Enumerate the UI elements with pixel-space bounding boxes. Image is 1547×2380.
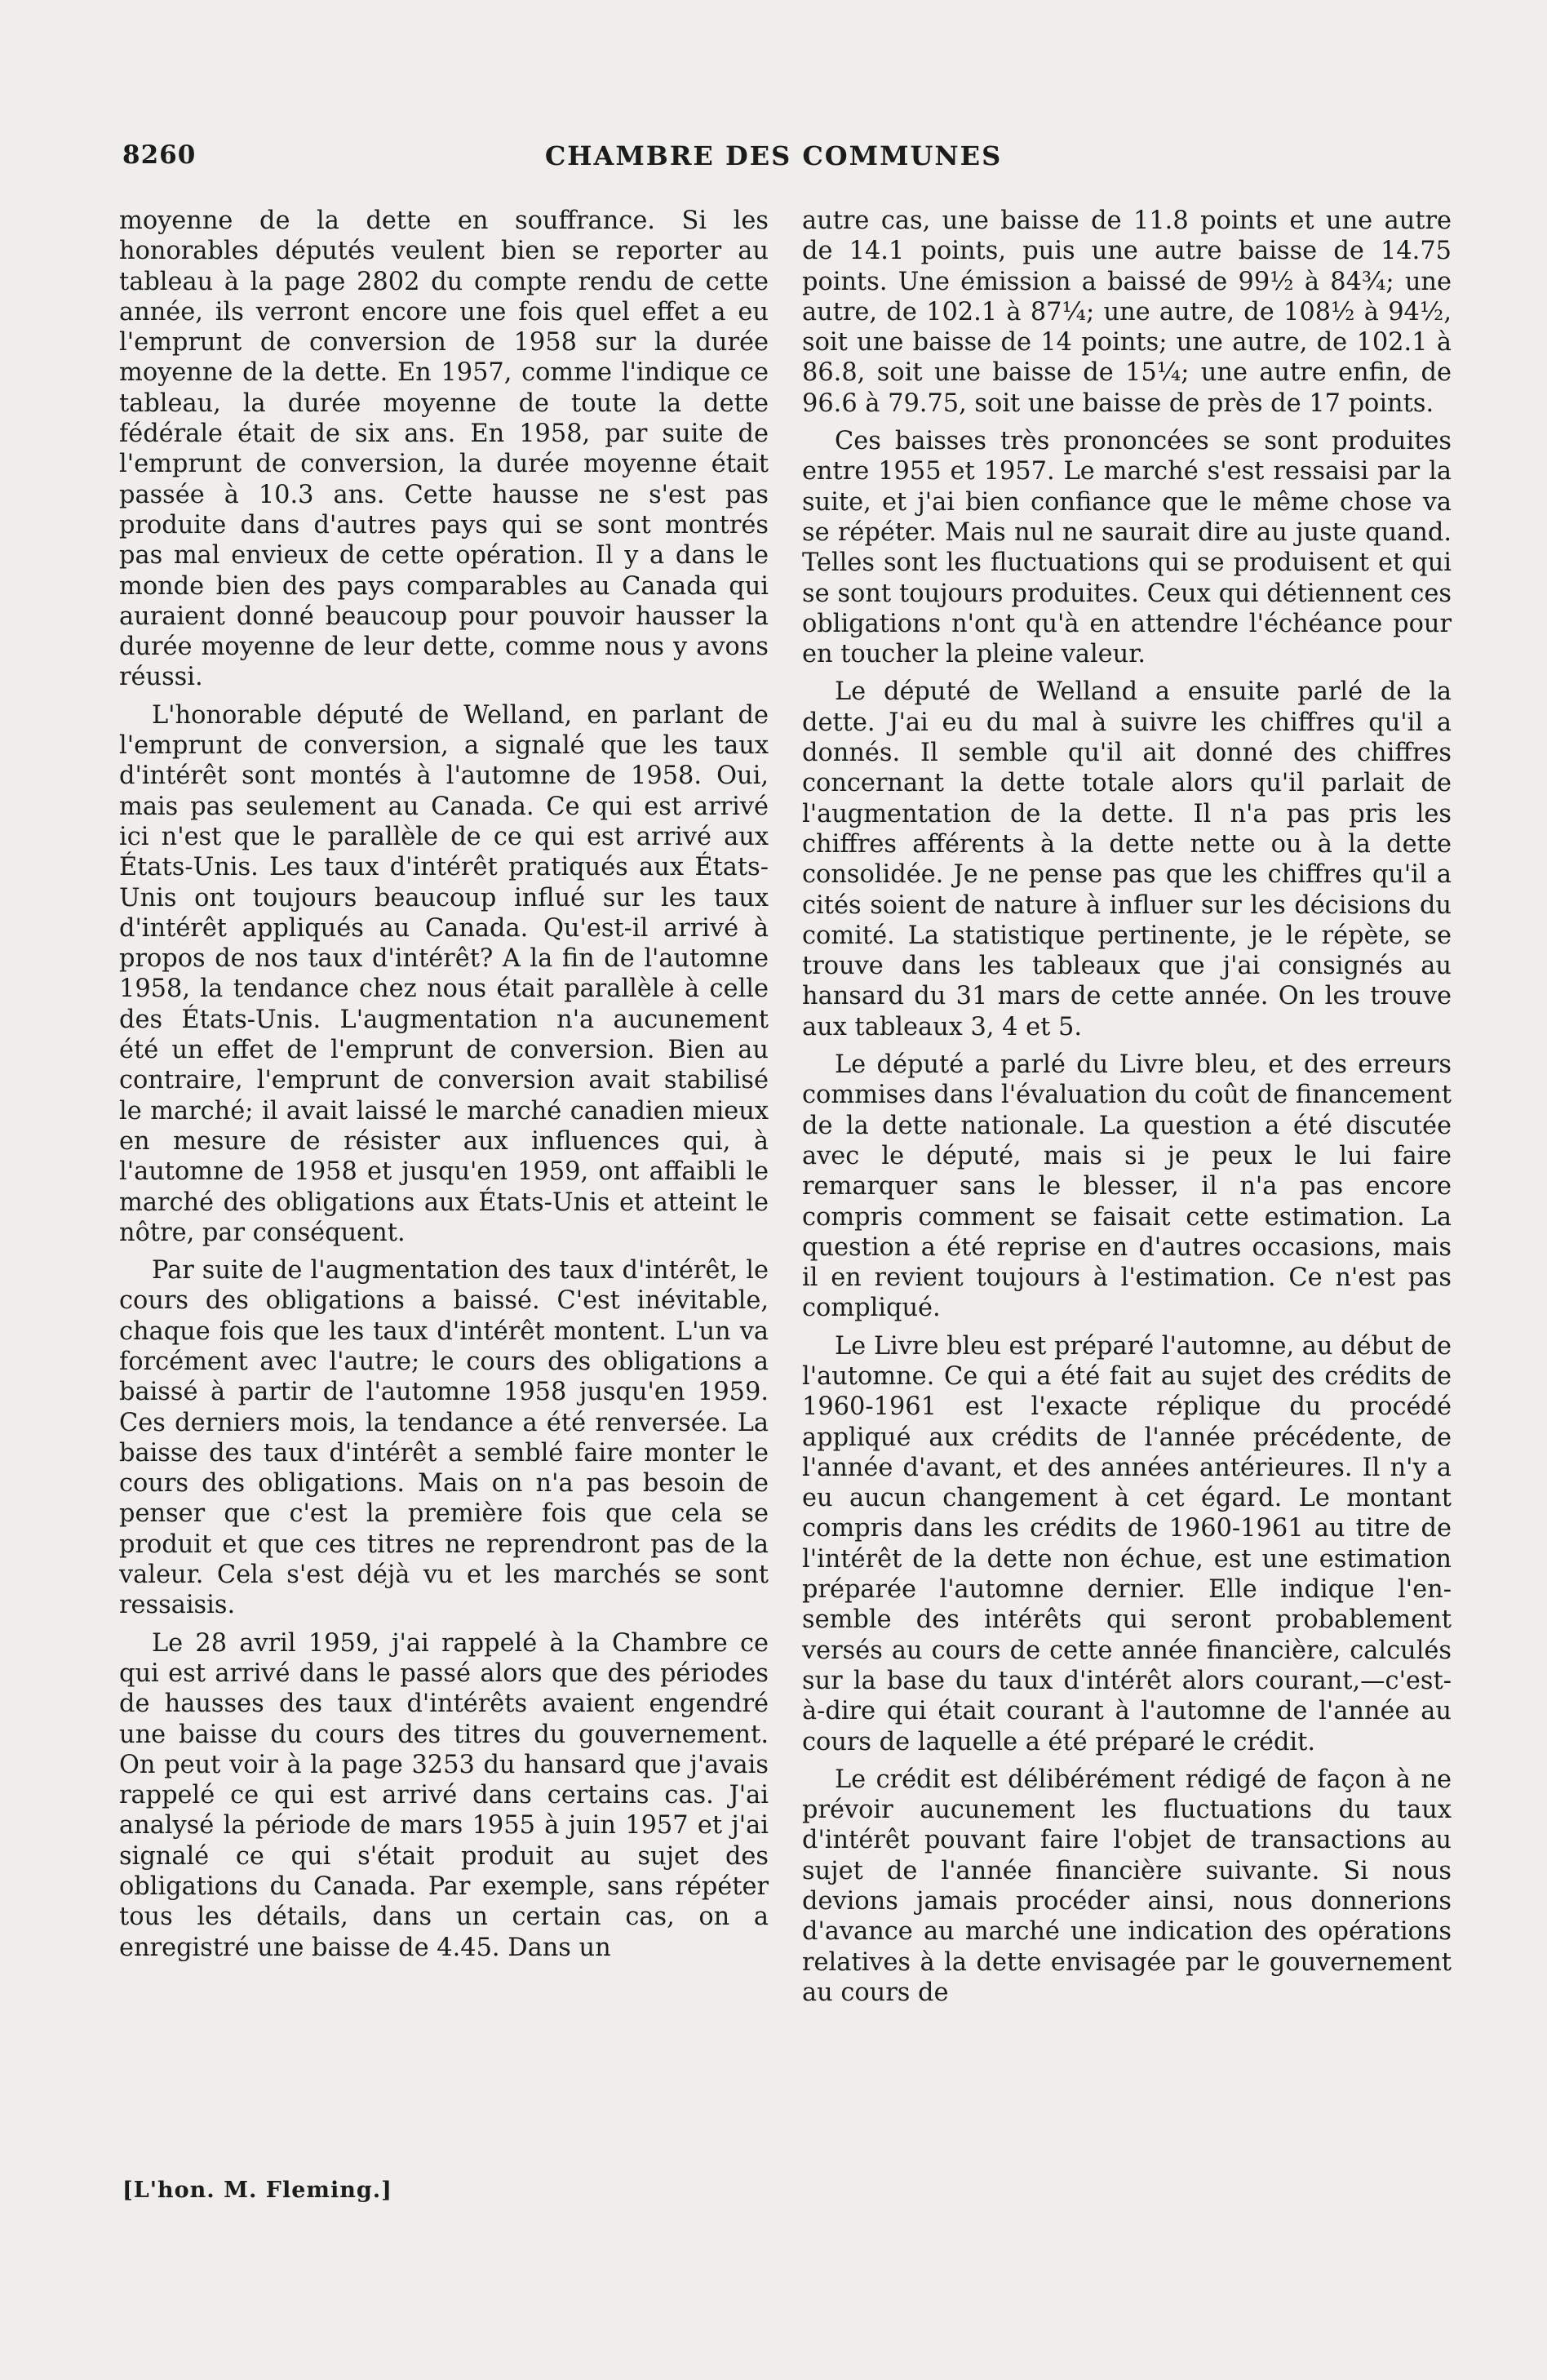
running-title: CHAMBRE DES COMMUNES <box>544 140 1003 171</box>
paragraph: Ces baisses très prononcées se sont produites entre 1955 et 1957. Le marché s'est ressaisi par la suite, et j'ai bien confiance que le même chose va se répéter. Mais nul ne saurait dire au juste quand. Telles sont les fluctuations qui se produisent et qui se sont toujours produites. Ceux qui détiennent ces obligations n'ont qu'à en attendre l'échéance pour en toucher la pleine valeur. <box>802 427 1452 669</box>
paragraph: autre cas, une baisse de 11.8 points et une autre de 14.1 points, puis une autre baisse de 14.75 points. Une émission a baissé de 99½ à 84¾; une autre, de 102.1 à 87¼; une autre, de 108½ à 94½, soit une baisse de 14 points; une autre, de 102.1 à 86.8, soit une baisse de 15¼; une autre enfin, de 96.6 à 79.75, soit une baisse de près de 17 points. <box>802 206 1452 418</box>
paragraph: Le député de Welland a ensuite parlé de la dette. J'ai eu du mal à suivre les chiffres qu'il a donnés. Il semble qu'il ait donné des chiffres concernant la dette totale alors qu'il parlait de l'augmentation de la dette. Il n'a pas pris les chiffres afférents à la dette nette ou à la dette consolidée. Je ne pense pas que les chiffres qu'il a cités soient de nature à influer sur les décisions du comité. La statistique pertinente, je le répète, se trouve dans les tableaux que j'ai consignés au hansard du 31 mars de cette année. On les trouve aux tableaux 3, 4 et 5. <box>802 677 1452 1041</box>
paragraph: L'honorable député de Welland, en parlant de l'emprunt de conversion, a signalé que les taux d'intérêt sont montés à l'automne de 1958. Oui, mais pas seulement au Canada. Ce qui est arrivé ici n'est que le parallèle de ce qui est arrivé aux États-Unis. Les taux d'intérêt pratiqués aux États-Unis ont toujours beaucoup influé sur les taux d'intérêt appliqués au Canada. Qu'est-il arrivé à propos de nos taux d'intérêt? A la fin de l'automne 1958, la tendance chez nous était parallèle à celle des États-Unis. L'augmentation n'a aucunement été un effet de l'emprunt de conversion. Bien au contraire, l'emprunt de conversion avait stabilisé le marché; il avait laissé le marché canadien mieux en mesure de résister aux influences qui, à l'automne de 1958 et jusqu'en 1959, ont affaibli le marché des obligations aux États-Unis et atteint le nôtre, par conséquent. <box>119 700 769 1247</box>
paragraph: Le député a parlé du Livre bleu, et des erreurs commises dans l'évaluation du coût de financement de la dette nationale. La question a été discutée avec le député, mais si je peux le lui faire remarquer sans le blesser, il n'a pas encore compris comment se faisait cette estimation. La question a été reprise en d'autres occasions, mais il en revient toujours à l'estimation. Ce n'est pas compliqué. <box>802 1050 1452 1323</box>
page-header <box>0 140 1547 181</box>
left-column <box>119 206 769 1963</box>
speaker-attribution: [L'hon. M. Fleming.] <box>122 2178 392 2203</box>
paragraph: moyenne de la dette en souffrance. Si les honorables députés veulent bien se reporter au tableau à la page 2802 du compte rendu de cette année, ils verront encore une fois quel effet a eu l'emprunt de conversion de 1958 sur la durée moyenne de la dette. En 1957, comme l'indique ce tableau, la durée moyenne de toute la dette fédérale était de six ans. En 1958, par suite de l'emprunt de conversion, la durée moyenne était passée à 10.3 ans. Cette hausse ne s'est pas produite dans d'autres pays qui se sont montrés pas mal envieux de cette opération. Il y a dans le monde bien des pays comparables au Canada qui auraient donné beaucoup pour pouvoir hausser la durée moyenne de leur dette, comme nous y avons réussi. <box>119 206 769 692</box>
right-column <box>802 206 1452 2008</box>
paragraph: Le Livre bleu est préparé l'automne, au début de l'automne. Ce qui a été fait au sujet des crédits de 1960-1961 est l'exacte réplique du procédé appliqué aux crédits de l'année précédente, de l'année d'avant, et des années antérieures. Il n'y a eu aucun changement à cet égard. Le montant compris dans les crédits de 1960-1961 au titre de l'intérêt de la dette non échue, est une estimation préparée l'automne dernier. Elle indique l'ensemble des intérêts qui seront probablement versés au cours de cette année financière, calculés sur la base du taux d'intérêt alors courant,—c'est-à-dire qui était courant à l'automne de l'année au cours de laquelle a été préparé le crédit. <box>802 1331 1452 1756</box>
paragraph: Le crédit est délibérément rédigé de façon à ne prévoir aucunement les fluctuations du taux d'intérêt pouvant faire l'objet de transactions au sujet de l'année financière suivante. Si nous devions jamais procéder ainsi, nous donnerions d'avance au marché une indication des opérations relatives à la dette envisagée par le gouvernement au cours de <box>802 1765 1452 2007</box>
paragraph: Par suite de l'augmentation des taux d'intérêt, le cours des obligations a baissé. C'est inévitable, chaque fois que les taux d'intérêt montent. L'un va forcément avec l'autre; le cours des obligations a baissé à partir de l'automne 1958 jusqu'en 1959. Ces derniers mois, la tendance a été renversée. La baisse des taux d'intérêt a semblé faire monter le cours des obligations. Mais on n'a pas besoin de penser que c'est la première fois que cela se produit et que ces titres ne reprendront pas de la valeur. Cela s'est déjà vu et les marchés se sont ressaisis. <box>119 1256 769 1620</box>
paragraph: Le 28 avril 1959, j'ai rappelé à la Chambre ce qui est arrivé dans le passé alors que des périodes de hausses des taux d'intérêts avaient engendré une baisse du cours des titres du gouvernement. On peut voir à la page 3253 du hansard que j'avais rappelé ce qui est arrivé dans certains cas. J'ai analysé la période de mars 1955 à juin 1957 et j'ai signalé ce qui s'était produit au sujet des obligations du Canada. Par exemple, sans répéter tous les détails, dans un certain cas, on a enregistré une baisse de 4.45. Dans un <box>119 1628 769 1962</box>
page-number: 8260 <box>122 140 197 170</box>
